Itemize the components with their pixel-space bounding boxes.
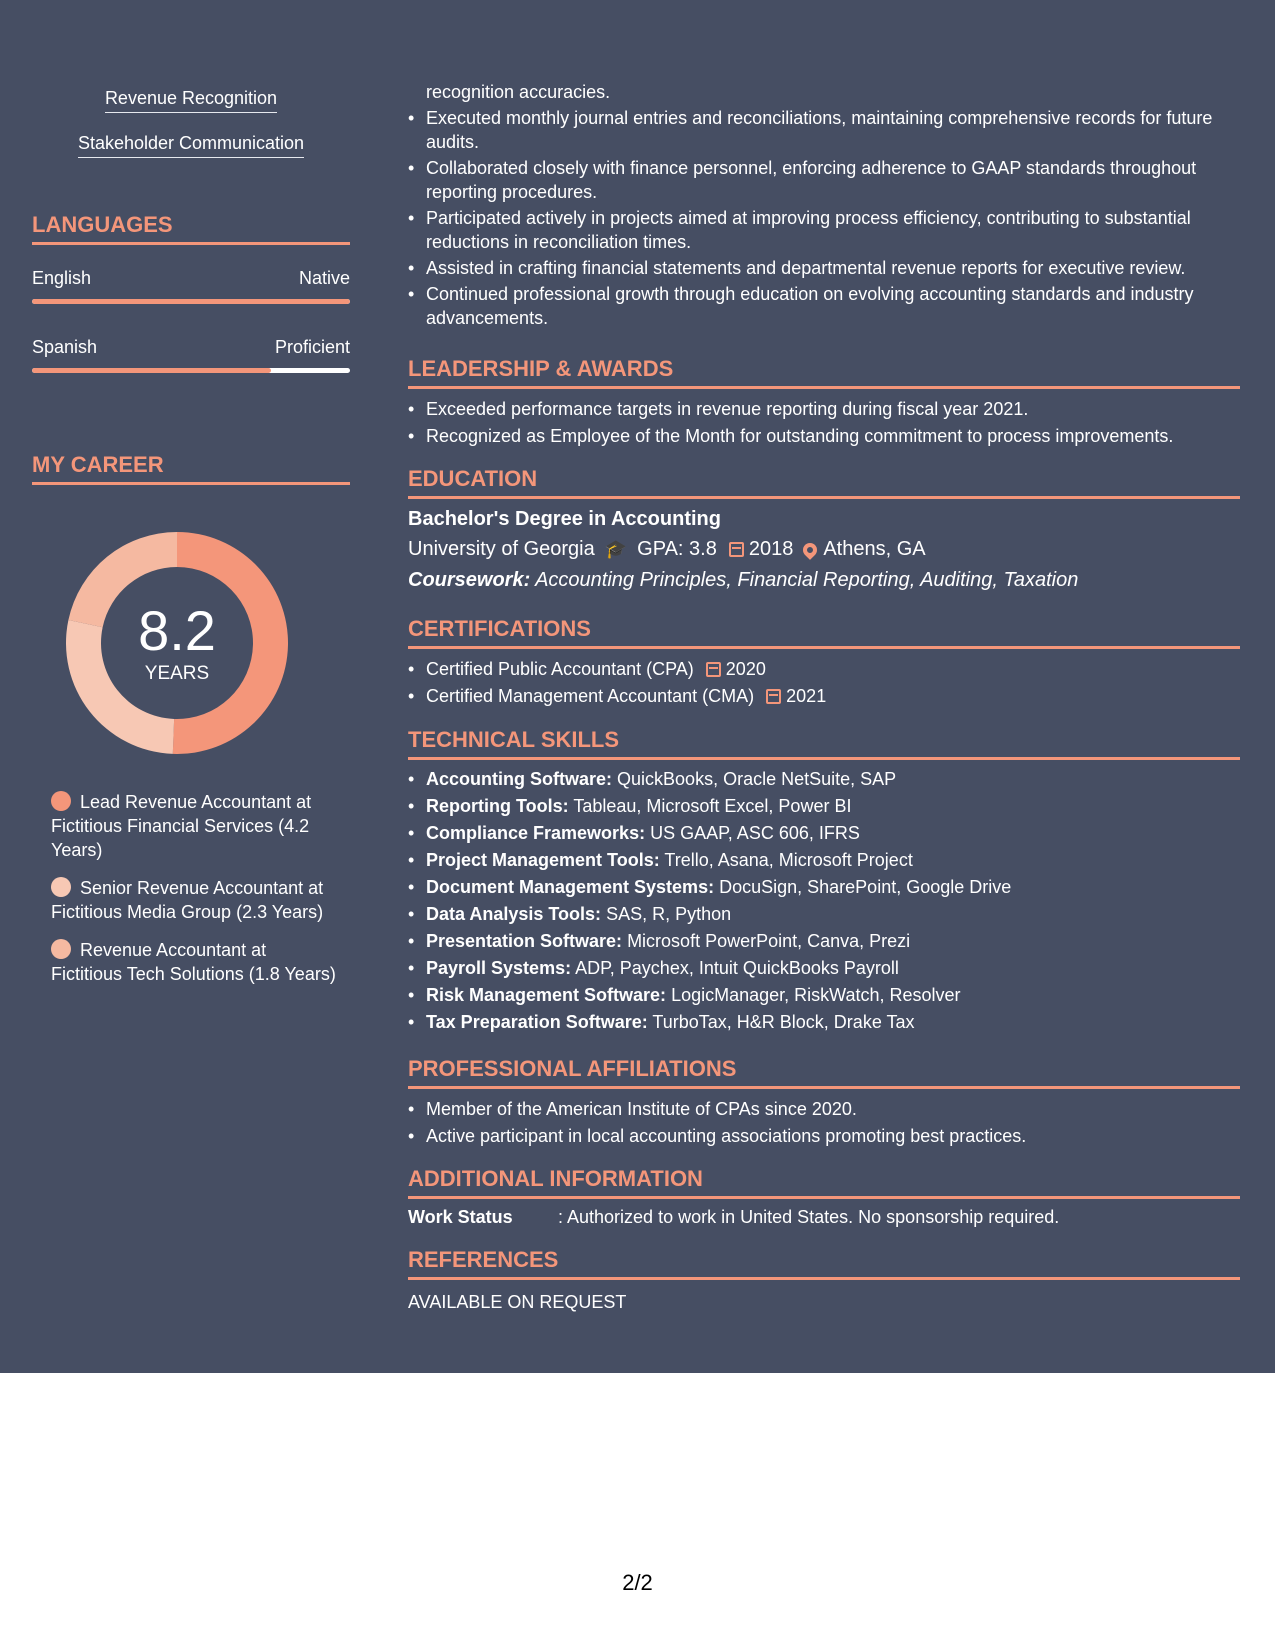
technical-skills-heading: TECHNICAL SKILLS	[408, 727, 1240, 760]
career-years-unit: YEARS	[144, 663, 210, 684]
career-list	[51, 790, 341, 1000]
page-number: 2/2	[622, 1570, 653, 1595]
list-item: • Tax Preparation Software: TurboTax, H&R Block, Drake Tax	[408, 1009, 1240, 1035]
list-item: • Collaborated closely with finance personnel, enforcing adherence to GAAP standards throughout reporting procedures.	[408, 156, 1240, 204]
list-item: • Executed monthly journal entries and reconciliations, maintaining comprehensive records for future audits.	[408, 106, 1240, 154]
graduation-cap-icon: 🎓	[604, 539, 628, 559]
gpa: GPA: 3.8	[637, 538, 717, 560]
career-item: Revenue Accountant at Fictitious Tech Solutions (1.8 Years)	[51, 940, 336, 984]
certifications-list	[408, 656, 1240, 710]
list-item: • Accounting Software: QuickBooks, Oracle NetSuite, SAP	[408, 766, 1240, 792]
leadership-heading: LEADERSHIP & AWARDS	[408, 356, 1240, 389]
school-location: Athens, GA	[823, 538, 926, 560]
list-item: • Payroll Systems: ADP, Paychex, Intuit QuickBooks Payroll	[408, 955, 1240, 981]
list-item: • Certified Public Accountant (CPA) 2020	[408, 656, 1240, 682]
education-heading: EDUCATION	[408, 466, 1240, 499]
list-item: • Presentation Software: Microsoft PowerPoint, Canva, Prezi	[408, 928, 1240, 954]
calendar-icon	[706, 662, 721, 677]
calendar-icon	[729, 542, 744, 557]
certifications-heading: CERTIFICATIONS	[408, 616, 1240, 649]
calendar-icon	[766, 689, 781, 704]
references-text: AVAILABLE ON REQUEST	[408, 1292, 627, 1312]
list-item: • Recognized as Employee of the Month for outstanding commitment to process improvements.	[408, 423, 1240, 449]
career-total-years: 8.2	[138, 599, 216, 662]
language-bar-fill	[32, 299, 350, 304]
career-legend-dot	[51, 791, 71, 811]
career-item: Senior Revenue Accountant at Fictitious Media Group (2.3 Years)	[51, 878, 324, 922]
career-legend-dot	[51, 877, 71, 897]
work-status-row	[408, 1207, 1059, 1228]
list-item: • Compliance Frameworks: US GAAP, ASC 606, IFRS	[408, 820, 1240, 846]
list-item: • Continued professional growth through education on evolving accounting standards and industry advancements.	[408, 282, 1240, 330]
language-level: Native	[298, 268, 350, 288]
language-name: English	[32, 268, 92, 288]
language-row	[32, 337, 350, 358]
career-item: Lead Revenue Accountant at Fictitious Financial Services (4.2 Years)	[51, 792, 312, 860]
list-item: • Data Analysis Tools: SAS, R, Python	[408, 901, 1240, 927]
list-item: • Assisted in crafting financial statements and departmental revenue reports for executive review.	[408, 256, 1240, 280]
career-legend-dot	[51, 939, 71, 959]
graduation-year: 2018	[748, 538, 794, 560]
work-status-label: Work Status	[408, 1207, 513, 1227]
career-donut-center	[66, 532, 288, 754]
language-bar	[32, 368, 350, 373]
skill-tag: Revenue Recognition	[32, 88, 350, 113]
language-row	[32, 268, 350, 289]
experience-bullets	[408, 106, 1240, 332]
degree-title: Bachelor's Degree in Accounting	[408, 508, 721, 530]
language-level: Proficient	[274, 337, 350, 357]
list-item: • Exceeded performance targets in revenue reporting during fiscal year 2021.	[408, 396, 1240, 422]
location-pin-icon	[800, 540, 820, 560]
skill-tag: Stakeholder Communication	[32, 133, 350, 158]
work-status-value: : Authorized to work in United States. No sponsorship required.	[558, 1207, 1060, 1227]
languages-heading: LANGUAGES	[32, 212, 350, 245]
list-item: • Project Management Tools: Trello, Asana, Microsoft Project	[408, 847, 1240, 873]
list-item: • Document Management Systems: DocuSign, SharePoint, Google Drive	[408, 874, 1240, 900]
affiliations-list	[408, 1096, 1240, 1150]
list-item: • Risk Management Software: LogicManager, RiskWatch, Resolver	[408, 982, 1240, 1008]
language-bar-fill	[32, 368, 271, 373]
experience-continued-line: recognition accuracies.	[426, 82, 611, 102]
affiliations-heading: PROFESSIONAL AFFILIATIONS	[408, 1056, 1240, 1089]
language-bar	[32, 299, 350, 304]
career-heading: MY CAREER	[32, 452, 350, 485]
school-name: University of Georgia	[408, 538, 595, 560]
list-item: • Participated actively in projects aimed at improving process efficiency, contributing to substantial reductions in reconciliation times.	[408, 206, 1240, 254]
education-details	[408, 538, 926, 561]
list-item: • Member of the American Institute of CPAs since 2020.	[408, 1096, 1240, 1122]
leadership-bullets	[408, 396, 1240, 450]
list-item: • Reporting Tools: Tableau, Microsoft Excel, Power BI	[408, 793, 1240, 819]
coursework: Coursework: Accounting Principles, Financial Reporting, Auditing, Taxation	[408, 569, 1079, 591]
list-item: • Active participant in local accounting associations promoting best practices.	[408, 1123, 1240, 1149]
references-heading: REFERENCES	[408, 1247, 1240, 1280]
language-name: Spanish	[32, 337, 98, 357]
list-item: • Certified Management Accountant (CMA) 2021	[408, 683, 1240, 709]
additional-info-heading: ADDITIONAL INFORMATION	[408, 1166, 1240, 1199]
technical-skills-list	[408, 766, 1240, 1036]
